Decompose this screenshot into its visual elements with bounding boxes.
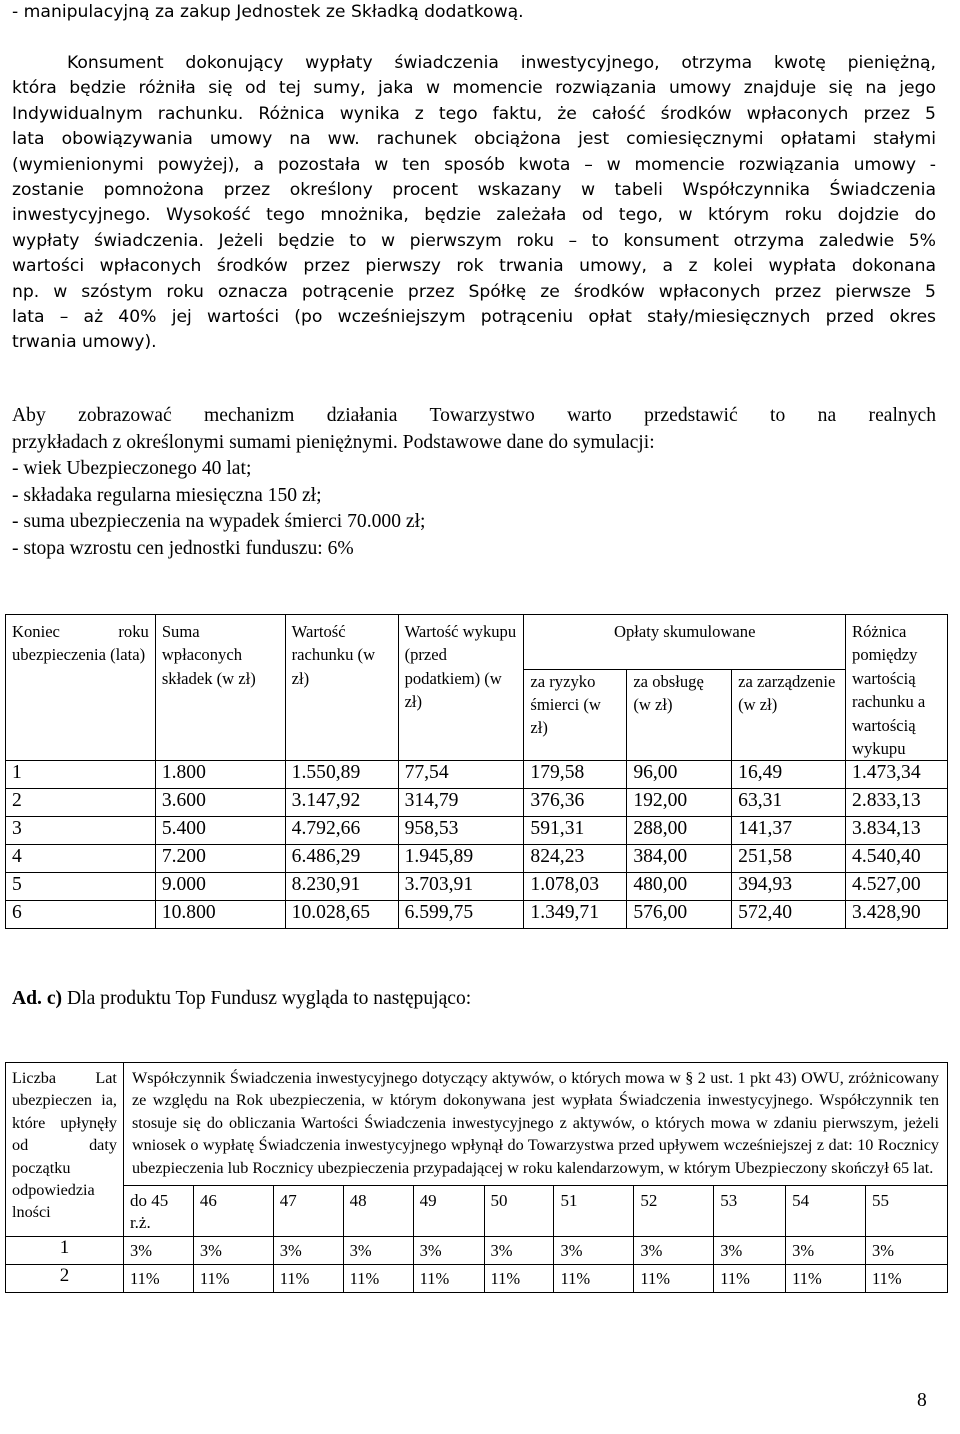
- coef-description: Współczynnik Świadczenia inwestycyjnego dotyczący aktywów, o których mowa w § 2 ust. 1 pkt 43) OWU, zróżnicowany ze względu na Rok ubezpieczenia, w którym dokonywana jest wypłata Świadczenia inwestycyjnego. Współczynnik ten stosuje się do obliczania Wartości Świadczenia inwestycyjnego z aktywów, o których mowa w zdaniu pierwszym, jeżeli wniosek o wypłatę Świadczenia inwestycyjnego wpłynął do Towarzystwa przed upływem wcześniejszej z dat: 10 Rocznicy ubezpieczenia lub Rocznicy ubezpieczenia przypadającej w roku kalendarzowym, w którym Ubezpieczony skończył 65 lat.: [123, 1063, 947, 1186]
- header-fee-mgmt: za zarządzenie (w zł): [732, 669, 846, 761]
- table-cell: 6.486,29: [285, 845, 398, 873]
- header-sum: Suma wpłaconych składek (w zł): [155, 615, 285, 761]
- coef-age-cell: 47: [273, 1186, 343, 1237]
- p1-line: np. w szóstym roku oznacza potrącenie przez Spółkę ze środków wpłaconych przez pierwsze 5: [12, 281, 936, 302]
- p1-line: lata – aż 40% jej wartości (po wcześniejszym potrąceniu opłat stały/miesięcznych przed okres: [12, 307, 936, 328]
- p2-line: Aby zobrazować mechanizm działania Towarzystwo warto przedstawić to na realnych: [12, 405, 936, 426]
- heading-c-text: Dla produktu Top Fundusz wygląda to następująco:: [62, 988, 472, 1009]
- table-cell: 192,00: [627, 789, 732, 817]
- coef-value-cell: 11%: [484, 1265, 554, 1293]
- coef-value-cell: 11%: [866, 1265, 948, 1293]
- page-number: 8: [917, 1390, 927, 1411]
- coef-value-cell: 3%: [484, 1237, 554, 1265]
- p1-line: (wymienionymi powyżej), a pozostała w ten sposób kwota – w momencie rozwiązania umowy -: [12, 154, 936, 175]
- table-cell: 6.599,75: [398, 901, 524, 929]
- table-cell: 4.527,00: [846, 873, 948, 901]
- table-cell: 8.230,91: [285, 873, 398, 901]
- table-cell: 3.600: [155, 789, 285, 817]
- table-cell: 480,00: [627, 873, 732, 901]
- p1-line: wartości wpłaconych środków przez pierwszy rok trwania umowy, a z kolei wypłata dokonana: [12, 256, 936, 277]
- coef-value-cell: 3%: [866, 1237, 948, 1265]
- header-account: Wartość rachunku (w zł): [285, 615, 398, 761]
- table-cell: 3.428,90: [846, 901, 948, 929]
- table-cell: 4: [6, 845, 156, 873]
- coef-age-cell: 50: [484, 1186, 554, 1237]
- table-cell: 591,31: [524, 817, 627, 845]
- table-cell: 7.200: [155, 845, 285, 873]
- heading-c-prefix: Ad. c): [12, 988, 63, 1009]
- coef-value-cell: 11%: [413, 1265, 484, 1293]
- table-cell: 1.473,34: [846, 761, 948, 789]
- p1-line: lata obowiązywania umowy na ww. rachunek obciążona jest comiesięcznymi opłatami stałymi: [12, 129, 936, 150]
- coef-value-cell: 3%: [554, 1237, 634, 1265]
- coef-row: [6, 1265, 948, 1293]
- table-cell: 576,00: [627, 901, 732, 929]
- table-cell: 1.945,89: [398, 845, 524, 873]
- coef-value-cell: 11%: [634, 1265, 714, 1293]
- table-cell: 251,58: [732, 845, 846, 873]
- table-cell: 1: [6, 761, 156, 789]
- table-cell: 3.703,91: [398, 873, 524, 901]
- table-cell: 314,79: [398, 789, 524, 817]
- coef-row: [6, 1237, 948, 1265]
- coef-year-cell: 1: [6, 1237, 124, 1265]
- coef-value-cell: 3%: [193, 1237, 273, 1265]
- table-cell: 63,31: [732, 789, 846, 817]
- table-cell: 5.400: [155, 817, 285, 845]
- table-cell: 77,54: [398, 761, 524, 789]
- table-row: [6, 873, 948, 901]
- p2-line: - suma ubezpieczenia na wypadek śmierci 70.000 zł;: [12, 511, 426, 533]
- header-fee-service: za obsługę (w zł): [627, 669, 732, 761]
- paragraph-simulation-intro: [12, 403, 936, 563]
- table-cell: 179,58: [524, 761, 627, 789]
- intro-line: - manipulacyjną za zakup Jednostek ze Składką dodatkową.: [12, 2, 524, 22]
- table-cell: 16,49: [732, 761, 846, 789]
- table-row: [6, 845, 948, 873]
- coef-year-cell: 2: [6, 1265, 124, 1293]
- coef-age-cell: 54: [786, 1186, 866, 1237]
- table-cell: 96,00: [627, 761, 732, 789]
- coef-value-cell: 11%: [786, 1265, 866, 1293]
- p2-line: - wiek Ubezpieczonego 40 lat;: [12, 458, 252, 480]
- coef-value-cell: 3%: [123, 1237, 193, 1265]
- coef-age-cell: 52: [634, 1186, 714, 1237]
- table-cell: 958,53: [398, 817, 524, 845]
- p1-line: która będzie różniła się od tej sumy, jaka w momencie rozwiązania umowy znajduje się na jego: [12, 78, 936, 99]
- table-cell: 376,36: [524, 789, 627, 817]
- coef-value-cell: 3%: [343, 1237, 413, 1265]
- table-cell: 1.078,03: [524, 873, 627, 901]
- table-cell: 3: [6, 817, 156, 845]
- table-cell: 2.833,13: [846, 789, 948, 817]
- coef-value-cell: 11%: [193, 1265, 273, 1293]
- header-buyout: Wartość wykupu (przed podatkiem) (w zł): [398, 615, 524, 761]
- coef-age-cell: do 45 r.ż.: [123, 1186, 193, 1237]
- table-cell: 10.028,65: [285, 901, 398, 929]
- table-cell: 572,40: [732, 901, 846, 929]
- p1-line: Konsument dokonujący wypłaty świadczenia inwestycyjnego, otrzyma kwotę pieniężną,: [67, 53, 936, 73]
- coef-age-cell: 49: [413, 1186, 484, 1237]
- coef-left-header: Liczba Lat ubezpieczen ia, które upłynęły od daty początku odpowiedzia lności: [6, 1063, 124, 1237]
- table-cell: 4.540,40: [846, 845, 948, 873]
- table-cell: 5: [6, 873, 156, 901]
- p1-line: zostanie pomnożona przez określony procent wskazany w tabeli Współczynnika Świadczenia: [12, 180, 936, 201]
- p2-line: - składaka regularna miesięczna 150 zł;: [12, 484, 322, 506]
- section-heading-c: [12, 986, 936, 1013]
- table-cell: 394,93: [732, 873, 846, 901]
- table-header-row: [6, 615, 948, 670]
- table-row: [6, 789, 948, 817]
- coef-value-cell: 11%: [554, 1265, 634, 1293]
- table-cell: 1.800: [155, 761, 285, 789]
- table-cell: 4.792,66: [285, 817, 398, 845]
- table-cell: 824,23: [524, 845, 627, 873]
- header-fees-group: Opłaty skumulowane: [524, 615, 846, 670]
- table-cell: 141,37: [732, 817, 846, 845]
- table-cell: 6: [6, 901, 156, 929]
- p1-line: inwestycyjnego. Wysokość tego mnożnika, będzie zależała od tego, w którym roku dojdzie do: [12, 205, 936, 226]
- coef-value-cell: 3%: [786, 1237, 866, 1265]
- coef-value-cell: 3%: [714, 1237, 786, 1265]
- table-cell: 9.000: [155, 873, 285, 901]
- coef-value-cell: 3%: [634, 1237, 714, 1265]
- coef-value-cell: 3%: [273, 1237, 343, 1265]
- coef-age-cell: 53: [714, 1186, 786, 1237]
- coef-value-cell: 11%: [273, 1265, 343, 1293]
- table-cell: 1.349,71: [524, 901, 627, 929]
- table-cell: 3.147,92: [285, 789, 398, 817]
- table-cell: 288,00: [627, 817, 732, 845]
- header-year: Koniec roku ubezpieczenia (lata): [6, 615, 156, 761]
- coef-age-cell: 55: [866, 1186, 948, 1237]
- header-fee-risk: za ryzyko śmierci (w zł): [524, 669, 627, 761]
- coef-value-cell: 11%: [343, 1265, 413, 1293]
- paragraph-payout-explanation: [12, 51, 936, 356]
- coef-value-cell: 11%: [714, 1265, 786, 1293]
- p1-line: wypłaty świadczenia. Jeżeli będzie to w pierwszym roku – to konsument otrzyma zaledwie 5%: [12, 230, 936, 251]
- p1-line: trwania umowy).: [12, 332, 157, 353]
- table-cell: 384,00: [627, 845, 732, 873]
- table-row: [6, 817, 948, 845]
- coef-age-cell: 46: [193, 1186, 273, 1237]
- table-cell: 1.550,89: [285, 761, 398, 789]
- p2-line: przykładach z określonymi sumami pieniężnymi. Podstawowe dane do symulacji:: [12, 431, 655, 453]
- table-cell: 2: [6, 789, 156, 817]
- p1-line: Indywidualnym rachunku. Różnica wynika z tego faktu, że całość środków wpłaconych przez 5: [12, 103, 936, 124]
- table-row: [6, 901, 948, 929]
- table-cell: 3.834,13: [846, 817, 948, 845]
- coef-value-cell: 3%: [413, 1237, 484, 1265]
- coef-value-cell: 11%: [123, 1265, 193, 1293]
- simulation-table: [5, 614, 948, 929]
- coef-age-cell: 48: [343, 1186, 413, 1237]
- coef-ages-row: [6, 1186, 948, 1237]
- coef-age-cell: 51: [554, 1186, 634, 1237]
- coef-description-row: [6, 1063, 948, 1186]
- header-diff: Różnica pomiędzy wartością rachunku a wartością wykupu: [846, 615, 948, 761]
- table-row: [6, 761, 948, 789]
- table-cell: 10.800: [155, 901, 285, 929]
- p2-line: - stopa wzrostu cen jednostki funduszu: 6%: [12, 537, 354, 559]
- coefficient-table: [5, 1062, 948, 1293]
